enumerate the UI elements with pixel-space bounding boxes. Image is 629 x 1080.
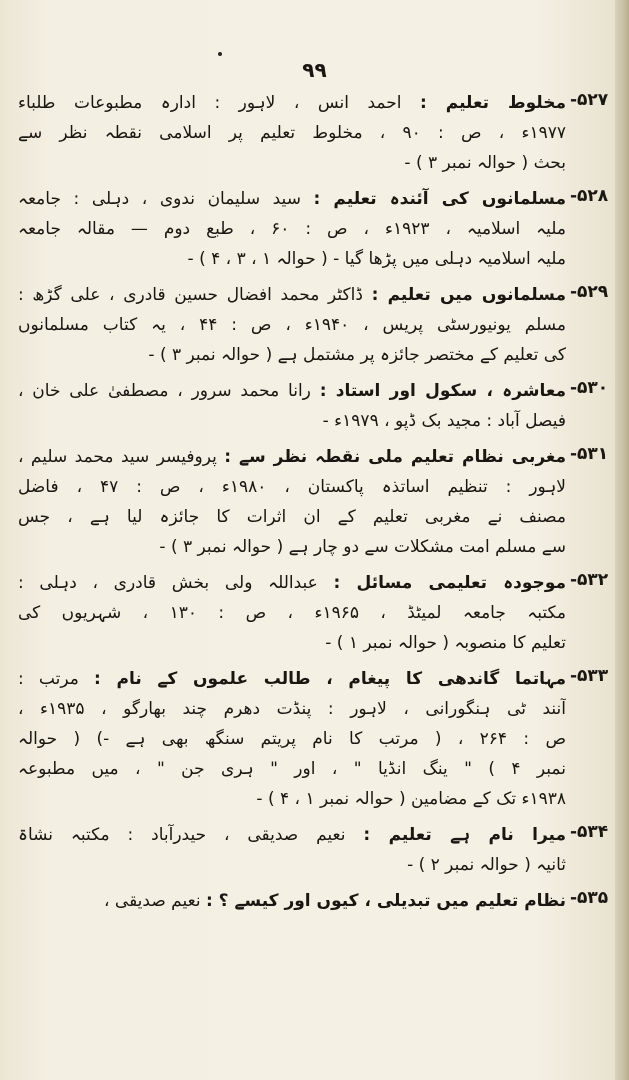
- entry-line: بحث ( حوالہ نمبر ۳ ) -: [404, 153, 566, 173]
- entry-title: میرا نام ہے تعلیم :: [363, 825, 566, 845]
- entry-line: [18, 280, 566, 310]
- entry-number: -۵۲۷: [570, 90, 609, 110]
- entry-title: مسلمانوں کی آئندہ تعلیم :: [313, 189, 566, 209]
- entry-number: -۵۲۹: [570, 282, 609, 302]
- entry-line: [18, 664, 566, 694]
- entry-number: -۵۳۳: [570, 666, 609, 686]
- entry-line: ۱۹۳۸ء تک کے مضامین ( حوالہ نمبر ۱ ، ۴ ) -: [256, 789, 566, 809]
- entry-line: ص : ۲۶۴ ، ( مرتب کا نام پریتم سنگھ بھی ہے -) ( حوالہ: [18, 729, 566, 749]
- entry-line: سے مسلم امت مشکلات سے دو چار ہے ( حوالہ نمبر ۳ ) -: [159, 537, 566, 557]
- entry-number: -۵۳۱: [570, 444, 609, 464]
- entry-line: مصنف نے مغربی تعلیم کے ان اثرات کا جائزہ لیا ہے ، جس: [18, 507, 566, 527]
- entry-line: ملیہ اسلامیہ ، ۱۹۲۳ء ، ص : ۶۰ ، طبع دوم — مقالہ جامعہ: [18, 219, 566, 239]
- entry-line: لاہور : تنظیم اساتذہ پاکستان ، ۱۹۸۰ء ، ص : ۴۷ ، فاضل: [18, 477, 566, 497]
- entry-line: مسلم یونیورسٹی پریس ، ۱۹۴۰ء ، ص : ۴۴ ، یہ کتاب مسلمانوں: [18, 315, 566, 335]
- entry-text: احمد انس ، لاہور : ادارہ مطبوعات طلباء: [18, 93, 402, 113]
- entry-title: نظام تعلیم میں تبدیلی ، کیوں اور کیسے ؟ :: [205, 891, 566, 911]
- entry-line: ملیہ اسلامیہ دہلی میں پڑھا گیا - ( حوالہ ۱ ، ۳ ، ۴ ) -: [187, 249, 566, 269]
- entry-text: رانا محمد سرور ، مصطفیٰ علی خان ،: [18, 381, 311, 401]
- entry-text: مرتب :: [18, 669, 79, 689]
- entry-line: ۱۹۷۷ء ، ص : ۹۰ ، مخلوط تعلیم پر اسلامی نقطہ نظر سے: [18, 123, 566, 143]
- entry-text: سید سلیمان ندوی ، دہلی : جامعہ: [18, 189, 301, 209]
- entry-text: پروفیسر سید محمد سلیم ،: [18, 447, 217, 467]
- bibliography-entry: [18, 184, 609, 274]
- entry-line: نمبر ۴ ) " ینگ انڈیا " ، اور " ہری جن " ، میں مطبوعہ: [18, 759, 566, 779]
- entry-line: کی تعلیم کے مختصر جائزہ پر مشتمل ہے ( حوالہ نمبر ۳ ) -: [148, 345, 566, 365]
- page-number: ۹۹: [302, 58, 327, 82]
- entry-title: مسلمانوں میں تعلیم :: [371, 285, 566, 305]
- entry-line: [18, 88, 566, 118]
- entry-number: -۵۲۸: [570, 186, 609, 206]
- entry-line: [18, 886, 566, 916]
- bibliography-entry: [18, 568, 609, 658]
- entry-line: [18, 376, 566, 406]
- entry-title: مغربی نظام تعلیم ملی نقطہ نظر سے :: [224, 447, 566, 467]
- bibliography-entry: [18, 886, 609, 916]
- entry-title: مخلوط تعلیم :: [419, 93, 566, 113]
- entry-number: -۵۳۲: [570, 570, 609, 590]
- page-edge-shadow: [615, 0, 629, 1080]
- bibliography-entry: [18, 280, 609, 370]
- ink-dot: [218, 52, 222, 56]
- entry-number: -۵۳۴: [570, 822, 609, 842]
- entry-text: نعیم صدیقی ،: [104, 891, 201, 911]
- entry-line: [18, 184, 566, 214]
- bibliography-entries: [18, 88, 609, 922]
- entry-text: ڈاکٹر محمد افضال حسین قادری ، علی گڑھ :: [18, 285, 363, 305]
- entry-text: نعیم صدیقی ، حیدرآباد : مکتبہ نشاۃ: [18, 825, 346, 845]
- bibliography-entry: [18, 820, 609, 880]
- bibliography-entry: [18, 442, 609, 562]
- entry-title: مہاتما گاندھی کا پیغام ، طالب علموں کے نام :: [94, 669, 566, 689]
- entry-text: عبداللہ ولی بخش قادری ، دہلی :: [18, 573, 318, 593]
- entry-number: -۵۳۰: [570, 378, 609, 398]
- entry-line: [18, 568, 566, 598]
- entry-line: فیصل آباد : مجید بک ڈپو ، ۱۹۷۹ء -: [322, 411, 566, 431]
- bibliography-entry: [18, 664, 609, 814]
- entry-title: موجودہ تعلیمی مسائل :: [333, 573, 566, 593]
- bibliography-entry: [18, 376, 609, 436]
- entry-line: آنند ٹی ہنگورانی ، لاہور : پنڈت دھرم چند بھارگو ، ۱۹۳۵ء ،: [18, 699, 566, 719]
- entry-line: تعلیم کا منصوبہ ( حوالہ نمبر ۱ ) -: [325, 633, 566, 653]
- bibliography-entry: [18, 88, 609, 178]
- entry-line: [18, 820, 566, 850]
- entry-title: معاشرہ ، سکول اور استاد :: [319, 381, 566, 401]
- entry-line: [18, 442, 566, 472]
- entry-number: -۵۳۵: [570, 888, 609, 908]
- entry-line: مکتبہ جامعہ لمیٹڈ ، ۱۹۶۵ء ، ص : ۱۳۰ ، شہریوں کی: [18, 603, 566, 623]
- entry-line: ثانیہ ( حوالہ نمبر ۲ ) -: [407, 855, 566, 875]
